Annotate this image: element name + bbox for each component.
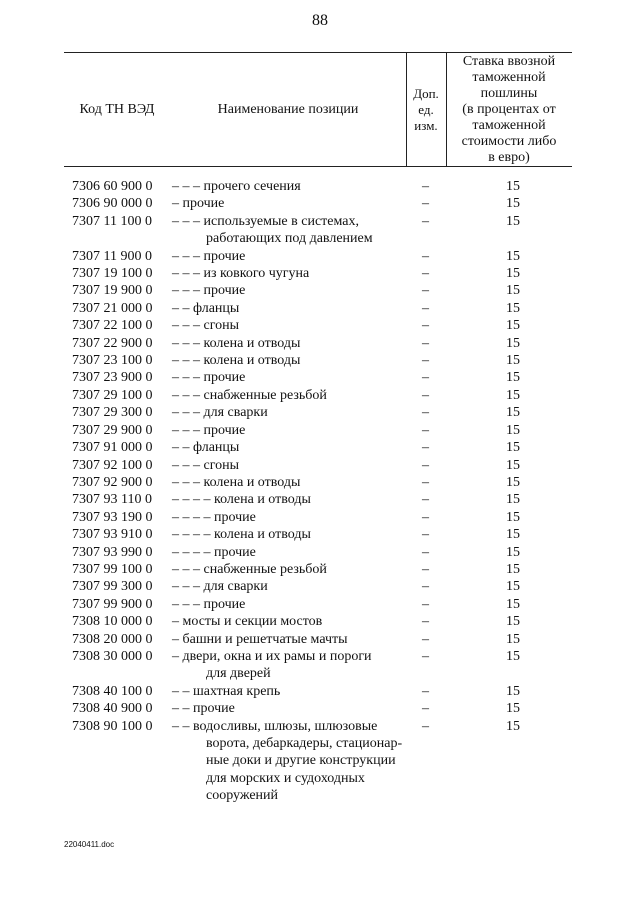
table-row: [0, 526, 640, 543]
duty-rate: 15: [506, 370, 520, 386]
header-code: Код ТН ВЭД: [79, 102, 155, 117]
duty-rate: 15: [506, 474, 520, 490]
position-name: [172, 700, 410, 717]
header-rate-line: в евро): [488, 149, 530, 165]
position-name-line: [172, 352, 410, 369]
table-row: [0, 335, 640, 352]
position-name-line: [172, 526, 410, 543]
tnved-code: 7307 93 190 0: [72, 509, 153, 525]
position-name-line: [172, 300, 410, 317]
position-name: [172, 317, 410, 334]
hierarchy-dashes: – – –: [172, 370, 200, 386]
position-name: [172, 213, 410, 248]
position-name-line: [172, 195, 410, 212]
position-name: [172, 683, 410, 700]
position-name-line: [172, 404, 410, 421]
hierarchy-dashes: –: [172, 196, 179, 212]
duty-rate: 15: [506, 596, 520, 612]
table-row: [0, 509, 640, 526]
position-name-line: [172, 718, 410, 735]
hierarchy-dashes: –: [172, 614, 179, 630]
table-row: [0, 613, 640, 630]
hierarchy-dashes: – – –: [172, 457, 200, 473]
table-row: [0, 352, 640, 369]
position-name-line: [172, 457, 410, 474]
position-name-line: [172, 387, 410, 404]
position-name-line: [172, 213, 410, 230]
tnved-code: 7307 22 900 0: [72, 335, 153, 351]
position-name: [172, 613, 410, 630]
hierarchy-dashes: – – – –: [172, 527, 211, 543]
position-name-line: [172, 648, 410, 665]
additional-unit: –: [422, 179, 429, 194]
position-name-text: прочие: [193, 701, 235, 717]
duty-rate: 15: [506, 353, 520, 369]
duty-rate: 15: [506, 527, 520, 543]
position-name-line: [172, 683, 410, 700]
table-row: [0, 439, 640, 456]
hierarchy-dashes: – – – –: [172, 509, 211, 525]
position-name-text: водосливы, шлюзы, шлюзовые: [193, 718, 378, 734]
position-name-line: [172, 613, 410, 630]
tnved-code: 7306 60 900 0: [72, 179, 153, 194]
additional-unit: –: [422, 422, 429, 438]
duty-rate: 15: [506, 387, 520, 403]
duty-rate: 15: [506, 422, 520, 438]
table-row: [0, 683, 640, 700]
position-name-line: работающих под давлением: [206, 231, 373, 247]
tnved-code: 7308 40 900 0: [72, 701, 153, 717]
hierarchy-dashes: – – –: [172, 579, 200, 595]
tnved-code: 7307 19 900 0: [72, 283, 153, 299]
table-row: [0, 474, 640, 491]
hierarchy-dashes: – – – –: [172, 544, 211, 560]
duty-rate: 15: [506, 196, 520, 212]
position-name: [172, 631, 410, 648]
tariff-table-body: [0, 178, 640, 805]
table-row: [0, 544, 640, 561]
tnved-code: 7306 90 000 0: [72, 196, 153, 212]
duty-rate: 15: [506, 440, 520, 456]
position-name: [172, 282, 410, 299]
position-name-line: [172, 335, 410, 352]
position-name-text: сгоны: [203, 457, 240, 473]
position-name-line: [172, 474, 410, 491]
tnved-code: 7307 29 300 0: [72, 405, 153, 421]
additional-unit: –: [422, 561, 429, 577]
tnved-code: 7307 11 100 0: [72, 213, 152, 229]
position-name-line: [172, 178, 410, 195]
table-row: [0, 700, 640, 717]
position-name: [172, 335, 410, 352]
table-row: [0, 631, 640, 648]
header-unit: [406, 53, 446, 166]
additional-unit: –: [422, 527, 429, 543]
tnved-code: 7307 93 110 0: [72, 492, 152, 508]
additional-unit: –: [422, 213, 429, 229]
position-name-text: используемые в системах,: [203, 213, 359, 229]
position-name-line: [172, 631, 410, 648]
table-row: [0, 213, 640, 248]
position-name-line: для дверей: [206, 666, 271, 682]
position-name: [172, 404, 410, 421]
position-name-text: колена и отводы: [214, 492, 311, 508]
header-unit-line: изм.: [414, 117, 438, 133]
table-row: [0, 648, 640, 683]
hierarchy-dashes: – – –: [172, 179, 200, 194]
position-name: [172, 578, 410, 595]
position-name-line: [172, 282, 410, 299]
additional-unit: –: [422, 196, 429, 212]
table-row: [0, 282, 640, 299]
position-name-text: прочие: [203, 370, 246, 386]
position-name-text: для сварки: [203, 405, 268, 421]
table-row: [0, 491, 640, 508]
hierarchy-dashes: – – –: [172, 405, 200, 421]
duty-rate: 15: [506, 266, 520, 282]
duty-rate: 15: [506, 509, 520, 525]
position-name-text: из ковкого чугуна: [203, 266, 310, 282]
position-name: [172, 509, 410, 526]
tnved-code: 7307 19 100 0: [72, 266, 153, 282]
additional-unit: –: [422, 492, 429, 508]
hierarchy-dashes: –: [172, 648, 179, 664]
hierarchy-dashes: – – –: [172, 561, 200, 577]
position-name-line: [172, 561, 410, 578]
position-name-line: [172, 491, 410, 508]
position-name-line: сооружений: [206, 788, 279, 804]
header-unit-line: ед.: [418, 101, 434, 117]
tnved-code: 7307 29 900 0: [72, 422, 153, 438]
tnved-code: 7307 23 900 0: [72, 370, 153, 386]
tnved-code: 7308 30 000 0: [72, 648, 153, 664]
position-name: [172, 265, 410, 282]
position-name-text: для сварки: [203, 579, 268, 595]
tnved-code: 7307 93 990 0: [72, 544, 153, 560]
tnved-code: 7307 91 000 0: [72, 440, 153, 456]
hierarchy-dashes: – – –: [172, 387, 200, 403]
tnved-code: 7307 23 100 0: [72, 353, 153, 369]
tnved-code: 7308 10 000 0: [72, 614, 153, 630]
position-name: [172, 352, 410, 369]
duty-rate: 15: [506, 631, 520, 647]
header-rate-line: пошлины: [480, 85, 538, 101]
header-rate-line: (в процентах от: [462, 101, 556, 117]
additional-unit: –: [422, 353, 429, 369]
position-name-line: [172, 369, 410, 386]
position-name-text: снабженные резьбой: [203, 387, 327, 403]
position-name: [172, 474, 410, 491]
hierarchy-dashes: – – –: [172, 596, 200, 612]
position-name-text: прочие: [203, 596, 246, 612]
position-name: [172, 648, 410, 683]
hierarchy-dashes: – – –: [172, 422, 200, 438]
table-row: [0, 195, 640, 212]
duty-rate: 15: [506, 300, 520, 316]
position-name-text: прочие: [203, 283, 246, 299]
position-name: [172, 248, 410, 265]
hierarchy-dashes: – – –: [172, 318, 200, 334]
additional-unit: –: [422, 701, 429, 717]
duty-rate: 15: [506, 492, 520, 508]
position-name: [172, 596, 410, 613]
position-name-line: [172, 544, 410, 561]
additional-unit: –: [422, 648, 429, 664]
additional-unit: –: [422, 683, 429, 699]
position-name-text: фланцы: [193, 440, 240, 456]
header-name: Наименование позиции: [217, 102, 359, 117]
page-number: 88: [312, 12, 328, 29]
position-name-line: [172, 248, 410, 265]
position-name: [172, 369, 410, 386]
position-name-text: колена и отводы: [203, 353, 301, 369]
tnved-code: 7307 99 100 0: [72, 561, 153, 577]
position-name-text: прочие: [182, 196, 225, 212]
position-name: [172, 178, 410, 195]
position-name-line: [172, 596, 410, 613]
hierarchy-dashes: –: [172, 631, 179, 647]
duty-rate: 15: [506, 648, 520, 664]
additional-unit: –: [422, 405, 429, 421]
position-name-line: [172, 422, 410, 439]
additional-unit: –: [422, 283, 429, 299]
additional-unit: –: [422, 596, 429, 612]
position-name-text: прочего сечения: [203, 179, 301, 194]
tnved-code: 7307 93 910 0: [72, 527, 153, 543]
duty-rate: 15: [506, 179, 520, 194]
table-row: [0, 300, 640, 317]
duty-rate: 15: [506, 457, 520, 473]
position-name-text: прочие: [214, 544, 256, 560]
additional-unit: –: [422, 509, 429, 525]
additional-unit: –: [422, 474, 429, 490]
tnved-code: 7308 90 100 0: [72, 718, 153, 734]
duty-rate: 15: [506, 718, 520, 734]
table-row: [0, 718, 640, 805]
position-name-line: [172, 265, 410, 282]
position-name-text: мосты и секции мостов: [182, 614, 323, 630]
table-row: [0, 578, 640, 595]
position-name-text: фланцы: [193, 300, 240, 316]
table-row: [0, 248, 640, 265]
tnved-code: 7307 92 100 0: [72, 457, 153, 473]
hierarchy-dashes: – – – –: [172, 492, 211, 508]
duty-rate: 15: [506, 579, 520, 595]
duty-rate: 15: [506, 248, 520, 264]
additional-unit: –: [422, 248, 429, 264]
table-row: [0, 561, 640, 578]
position-name-text: башни и решетчатые мачты: [182, 631, 348, 647]
header-rate: [446, 53, 572, 166]
position-name-line: [172, 578, 410, 595]
hierarchy-dashes: – – –: [172, 266, 200, 282]
additional-unit: –: [422, 266, 429, 282]
hierarchy-dashes: – –: [172, 683, 190, 699]
table-row: [0, 596, 640, 613]
hierarchy-dashes: – –: [172, 701, 190, 717]
tnved-code: 7307 99 300 0: [72, 579, 153, 595]
duty-rate: 15: [506, 405, 520, 421]
position-name: [172, 491, 410, 508]
table-row: [0, 317, 640, 334]
position-name: [172, 544, 410, 561]
duty-rate: 15: [506, 561, 520, 577]
position-name: [172, 561, 410, 578]
additional-unit: –: [422, 544, 429, 560]
position-name: [172, 526, 410, 543]
position-name-text: колена и отводы: [214, 527, 311, 543]
hierarchy-dashes: – –: [172, 440, 190, 456]
hierarchy-dashes: – – –: [172, 213, 200, 229]
hierarchy-dashes: – – –: [172, 283, 200, 299]
position-name-text: шахтная крепь: [193, 683, 281, 699]
position-name: [172, 439, 410, 456]
hierarchy-dashes: – –: [172, 718, 190, 734]
position-name: [172, 457, 410, 474]
hierarchy-dashes: – – –: [172, 335, 200, 351]
position-name-line: [172, 509, 410, 526]
hierarchy-dashes: – –: [172, 300, 190, 316]
position-name-line: ворота, дебаркадеры, стационар-: [206, 736, 403, 751]
header-rate-line: таможенной: [472, 117, 546, 133]
additional-unit: –: [422, 579, 429, 595]
table-row: [0, 422, 640, 439]
position-name: [172, 195, 410, 212]
duty-rate: 15: [506, 544, 520, 560]
position-name-text: сгоны: [203, 318, 240, 334]
position-name-text: прочие: [203, 248, 246, 264]
duty-rate: 15: [506, 614, 520, 630]
document-reference: 22040411.doc: [64, 840, 115, 849]
tnved-code: 7308 20 000 0: [72, 631, 153, 647]
position-name-text: колена и отводы: [203, 335, 301, 351]
additional-unit: –: [422, 631, 429, 647]
position-name: [172, 422, 410, 439]
table-row: [0, 369, 640, 386]
table-row: [0, 265, 640, 282]
hierarchy-dashes: – – –: [172, 248, 200, 264]
table-row: [0, 457, 640, 474]
position-name: [172, 718, 410, 805]
tnved-code: 7307 99 900 0: [72, 596, 153, 612]
position-name-line: ные доки и другие конструкции: [206, 753, 396, 769]
duty-rate: 15: [506, 701, 520, 717]
position-name-line: для морских и судоходных: [206, 770, 365, 786]
additional-unit: –: [422, 614, 429, 630]
position-name: [172, 300, 410, 317]
duty-rate: 15: [506, 213, 520, 229]
additional-unit: –: [422, 457, 429, 473]
tnved-code: 7307 11 900 0: [72, 248, 152, 264]
header-bottom-rule: [64, 166, 572, 167]
tnved-code: 7307 92 900 0: [72, 474, 153, 490]
duty-rate: 15: [506, 283, 520, 299]
header-rate-line: таможенной: [472, 69, 546, 85]
additional-unit: –: [422, 440, 429, 456]
tnved-code: 7308 40 100 0: [72, 683, 153, 699]
tnved-code: 7307 29 100 0: [72, 387, 153, 403]
header-rate-line: стоимости либо: [461, 133, 557, 149]
table-row: [0, 387, 640, 404]
position-name: [172, 387, 410, 404]
table-row: [0, 178, 640, 195]
position-name-text: прочие: [203, 422, 246, 438]
table-row: [0, 404, 640, 421]
position-name-text: двери, окна и их рамы и пороги: [182, 648, 372, 664]
duty-rate: 15: [506, 335, 520, 351]
position-name-text: колена и отводы: [203, 474, 301, 490]
additional-unit: –: [422, 318, 429, 334]
position-name-text: снабженные резьбой: [203, 561, 327, 577]
header-unit-line: Доп.: [413, 85, 439, 101]
hierarchy-dashes: – – –: [172, 353, 200, 369]
header-rate-line: Ставка ввозной: [462, 53, 556, 69]
additional-unit: –: [422, 335, 429, 351]
position-name-line: [172, 317, 410, 334]
tnved-code: 7307 22 100 0: [72, 318, 153, 334]
additional-unit: –: [422, 718, 429, 734]
additional-unit: –: [422, 370, 429, 386]
tnved-code: 7307 21 000 0: [72, 300, 153, 316]
duty-rate: 15: [506, 318, 520, 334]
position-name-line: [172, 700, 410, 717]
hierarchy-dashes: – – –: [172, 474, 200, 490]
position-name-text: прочие: [214, 509, 256, 525]
position-name-line: [172, 439, 410, 456]
duty-rate: 15: [506, 683, 520, 699]
additional-unit: –: [422, 300, 429, 316]
additional-unit: –: [422, 387, 429, 403]
